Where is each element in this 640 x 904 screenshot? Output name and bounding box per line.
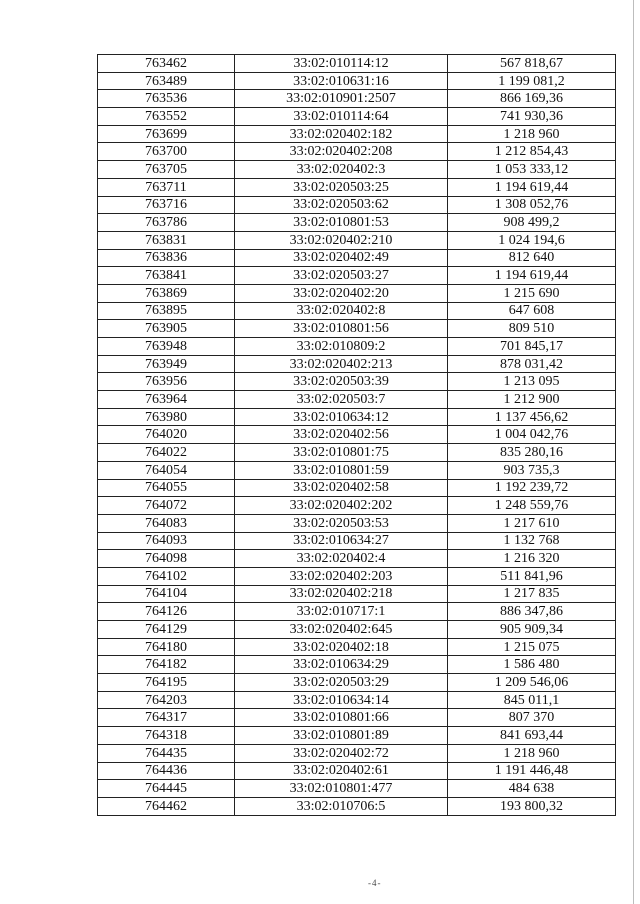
cadastral-number-cell: 33:02:020402:218 xyxy=(235,585,448,603)
table-row xyxy=(98,231,616,249)
record-number-cell: 764093 xyxy=(98,532,235,550)
cadastral-number-cell: 33:02:020402:18 xyxy=(235,638,448,656)
table-row xyxy=(98,461,616,479)
table-row xyxy=(98,143,616,161)
cadastral-number-cell: 33:02:020503:7 xyxy=(235,391,448,409)
cadastral-number-cell: 33:02:010631:16 xyxy=(235,72,448,90)
cadastral-number-cell: 33:02:020402:182 xyxy=(235,125,448,143)
table-row xyxy=(98,585,616,603)
table-row xyxy=(98,638,616,656)
cadastral-number-cell: 33:02:020503:62 xyxy=(235,196,448,214)
cadastral-number-cell: 33:02:010114:12 xyxy=(235,55,448,73)
table-row xyxy=(98,426,616,444)
page-number: -4- xyxy=(368,878,382,888)
record-number-cell: 764129 xyxy=(98,621,235,639)
table-row xyxy=(98,355,616,373)
table-row xyxy=(98,691,616,709)
value-cell: 1 248 559,76 xyxy=(448,497,616,515)
cadastral-number-cell: 33:02:020402:20 xyxy=(235,284,448,302)
value-cell: 1 216 320 xyxy=(448,550,616,568)
record-number-cell: 764445 xyxy=(98,780,235,798)
record-number-cell: 763905 xyxy=(98,320,235,338)
table-row xyxy=(98,55,616,73)
record-number-cell: 763949 xyxy=(98,355,235,373)
record-number-cell: 764054 xyxy=(98,461,235,479)
record-number-cell: 764317 xyxy=(98,709,235,727)
value-cell: 1 215 690 xyxy=(448,284,616,302)
value-cell: 1 308 052,76 xyxy=(448,196,616,214)
record-number-cell: 764318 xyxy=(98,727,235,745)
value-cell: 1 199 081,2 xyxy=(448,72,616,90)
value-cell: 1 209 546,06 xyxy=(448,674,616,692)
cadastral-number-cell: 33:02:010706:5 xyxy=(235,797,448,815)
cadastral-number-cell: 33:02:010717:1 xyxy=(235,603,448,621)
record-number-cell: 764203 xyxy=(98,691,235,709)
record-number-cell: 763552 xyxy=(98,108,235,126)
cadastral-number-cell: 33:02:020402:3 xyxy=(235,161,448,179)
table-row xyxy=(98,161,616,179)
value-cell: 1 137 456,62 xyxy=(448,408,616,426)
record-number-cell: 764462 xyxy=(98,797,235,815)
record-number-cell: 764180 xyxy=(98,638,235,656)
table-row xyxy=(98,567,616,585)
cadastral-number-cell: 33:02:020402:645 xyxy=(235,621,448,639)
record-number-cell: 764055 xyxy=(98,479,235,497)
cadastral-number-cell: 33:02:010801:477 xyxy=(235,780,448,798)
table-row xyxy=(98,72,616,90)
value-cell: 1 212 900 xyxy=(448,391,616,409)
value-cell: 1 218 960 xyxy=(448,125,616,143)
value-cell: 878 031,42 xyxy=(448,355,616,373)
value-cell: 1 132 768 xyxy=(448,532,616,550)
cadastral-number-cell: 33:02:020402:203 xyxy=(235,567,448,585)
table-row xyxy=(98,797,616,815)
value-cell: 1 213 095 xyxy=(448,373,616,391)
record-number-cell: 764072 xyxy=(98,497,235,515)
value-cell: 835 280,16 xyxy=(448,444,616,462)
cadastral-number-cell: 33:02:010801:59 xyxy=(235,461,448,479)
table-row xyxy=(98,196,616,214)
value-cell: 701 845,17 xyxy=(448,338,616,356)
table-row xyxy=(98,479,616,497)
cadastral-number-cell: 33:02:020402:56 xyxy=(235,426,448,444)
value-cell: 1 024 194,6 xyxy=(448,231,616,249)
record-number-cell: 763786 xyxy=(98,214,235,232)
cadastral-number-cell: 33:02:010809:2 xyxy=(235,338,448,356)
table-row xyxy=(98,178,616,196)
table-row xyxy=(98,532,616,550)
record-number-cell: 764104 xyxy=(98,585,235,603)
value-cell: 1 053 333,12 xyxy=(448,161,616,179)
value-cell: 886 347,86 xyxy=(448,603,616,621)
table-row xyxy=(98,709,616,727)
record-number-cell: 763700 xyxy=(98,143,235,161)
cadastral-number-cell: 33:02:010801:89 xyxy=(235,727,448,745)
record-number-cell: 764195 xyxy=(98,674,235,692)
record-number-cell: 763836 xyxy=(98,249,235,267)
record-number-cell: 763536 xyxy=(98,90,235,108)
value-cell: 1 192 239,72 xyxy=(448,479,616,497)
cadastral-number-cell: 33:02:020402:208 xyxy=(235,143,448,161)
value-cell: 1 194 619,44 xyxy=(448,267,616,285)
cadastral-number-cell: 33:02:020402:8 xyxy=(235,302,448,320)
record-number-cell: 763711 xyxy=(98,178,235,196)
cadastral-number-cell: 33:02:020402:49 xyxy=(235,249,448,267)
value-cell: 905 909,34 xyxy=(448,621,616,639)
record-number-cell: 763980 xyxy=(98,408,235,426)
cadastral-number-cell: 33:02:020402:72 xyxy=(235,744,448,762)
record-number-cell: 764182 xyxy=(98,656,235,674)
cadastral-number-cell: 33:02:020503:25 xyxy=(235,178,448,196)
record-number-cell: 764020 xyxy=(98,426,235,444)
table-row xyxy=(98,497,616,515)
record-number-cell: 764022 xyxy=(98,444,235,462)
value-cell: 741 930,36 xyxy=(448,108,616,126)
value-cell: 809 510 xyxy=(448,320,616,338)
table-row xyxy=(98,621,616,639)
record-number-cell: 763948 xyxy=(98,338,235,356)
record-number-cell: 764098 xyxy=(98,550,235,568)
value-cell: 567 818,67 xyxy=(448,55,616,73)
cadastral-number-cell: 33:02:010901:2507 xyxy=(235,90,448,108)
value-cell: 807 370 xyxy=(448,709,616,727)
record-number-cell: 763869 xyxy=(98,284,235,302)
table-row xyxy=(98,267,616,285)
record-number-cell: 763705 xyxy=(98,161,235,179)
record-number-cell: 764435 xyxy=(98,744,235,762)
table-row xyxy=(98,373,616,391)
record-number-cell: 763841 xyxy=(98,267,235,285)
table-row xyxy=(98,550,616,568)
value-cell: 484 638 xyxy=(448,780,616,798)
record-number-cell: 763831 xyxy=(98,231,235,249)
value-cell: 841 693,44 xyxy=(448,727,616,745)
cadastral-number-cell: 33:02:010801:66 xyxy=(235,709,448,727)
value-cell: 1 218 960 xyxy=(448,744,616,762)
table-row xyxy=(98,674,616,692)
cadastral-number-cell: 33:02:020503:29 xyxy=(235,674,448,692)
table-row xyxy=(98,125,616,143)
registry-table xyxy=(97,54,616,816)
cadastral-number-cell: 33:02:010801:53 xyxy=(235,214,448,232)
table-row xyxy=(98,90,616,108)
value-cell: 1 217 610 xyxy=(448,514,616,532)
table-row xyxy=(98,108,616,126)
record-number-cell: 764083 xyxy=(98,514,235,532)
table-row xyxy=(98,603,616,621)
cadastral-number-cell: 33:02:010634:29 xyxy=(235,656,448,674)
cadastral-number-cell: 33:02:020402:61 xyxy=(235,762,448,780)
record-number-cell: 764102 xyxy=(98,567,235,585)
cadastral-number-cell: 33:02:010634:27 xyxy=(235,532,448,550)
cadastral-number-cell: 33:02:010801:56 xyxy=(235,320,448,338)
cadastral-number-cell: 33:02:020402:210 xyxy=(235,231,448,249)
cadastral-number-cell: 33:02:020402:4 xyxy=(235,550,448,568)
table-row xyxy=(98,249,616,267)
cadastral-number-cell: 33:02:020402:213 xyxy=(235,355,448,373)
record-number-cell: 763462 xyxy=(98,55,235,73)
table-row xyxy=(98,444,616,462)
table-row xyxy=(98,727,616,745)
value-cell: 903 735,3 xyxy=(448,461,616,479)
cadastral-number-cell: 33:02:020402:58 xyxy=(235,479,448,497)
value-cell: 1 217 835 xyxy=(448,585,616,603)
table-row xyxy=(98,391,616,409)
value-cell: 1 191 446,48 xyxy=(448,762,616,780)
cadastral-number-cell: 33:02:010801:75 xyxy=(235,444,448,462)
cadastral-number-cell: 33:02:010114:64 xyxy=(235,108,448,126)
cadastral-number-cell: 33:02:010634:12 xyxy=(235,408,448,426)
record-number-cell: 763489 xyxy=(98,72,235,90)
record-number-cell: 764126 xyxy=(98,603,235,621)
value-cell: 193 800,32 xyxy=(448,797,616,815)
table-row xyxy=(98,780,616,798)
cadastral-number-cell: 33:02:020402:202 xyxy=(235,497,448,515)
table-row xyxy=(98,284,616,302)
record-number-cell: 763964 xyxy=(98,391,235,409)
registry-table-body xyxy=(98,55,616,816)
value-cell: 866 169,36 xyxy=(448,90,616,108)
table-row xyxy=(98,338,616,356)
record-number-cell: 763699 xyxy=(98,125,235,143)
value-cell: 845 011,1 xyxy=(448,691,616,709)
table-row xyxy=(98,408,616,426)
value-cell: 812 640 xyxy=(448,249,616,267)
cadastral-number-cell: 33:02:020503:53 xyxy=(235,514,448,532)
value-cell: 1 004 042,76 xyxy=(448,426,616,444)
record-number-cell: 764436 xyxy=(98,762,235,780)
table-row xyxy=(98,744,616,762)
cadastral-number-cell: 33:02:010634:14 xyxy=(235,691,448,709)
table-row xyxy=(98,762,616,780)
table-row xyxy=(98,514,616,532)
table-row xyxy=(98,320,616,338)
record-number-cell: 763956 xyxy=(98,373,235,391)
record-number-cell: 763895 xyxy=(98,302,235,320)
table-row xyxy=(98,302,616,320)
value-cell: 1 212 854,43 xyxy=(448,143,616,161)
cadastral-number-cell: 33:02:020503:39 xyxy=(235,373,448,391)
value-cell: 1 194 619,44 xyxy=(448,178,616,196)
page-edge-line xyxy=(633,0,634,904)
value-cell: 908 499,2 xyxy=(448,214,616,232)
value-cell: 647 608 xyxy=(448,302,616,320)
record-number-cell: 763716 xyxy=(98,196,235,214)
value-cell: 1 586 480 xyxy=(448,656,616,674)
cadastral-number-cell: 33:02:020503:27 xyxy=(235,267,448,285)
table-row xyxy=(98,214,616,232)
value-cell: 1 215 075 xyxy=(448,638,616,656)
value-cell: 511 841,96 xyxy=(448,567,616,585)
table-row xyxy=(98,656,616,674)
